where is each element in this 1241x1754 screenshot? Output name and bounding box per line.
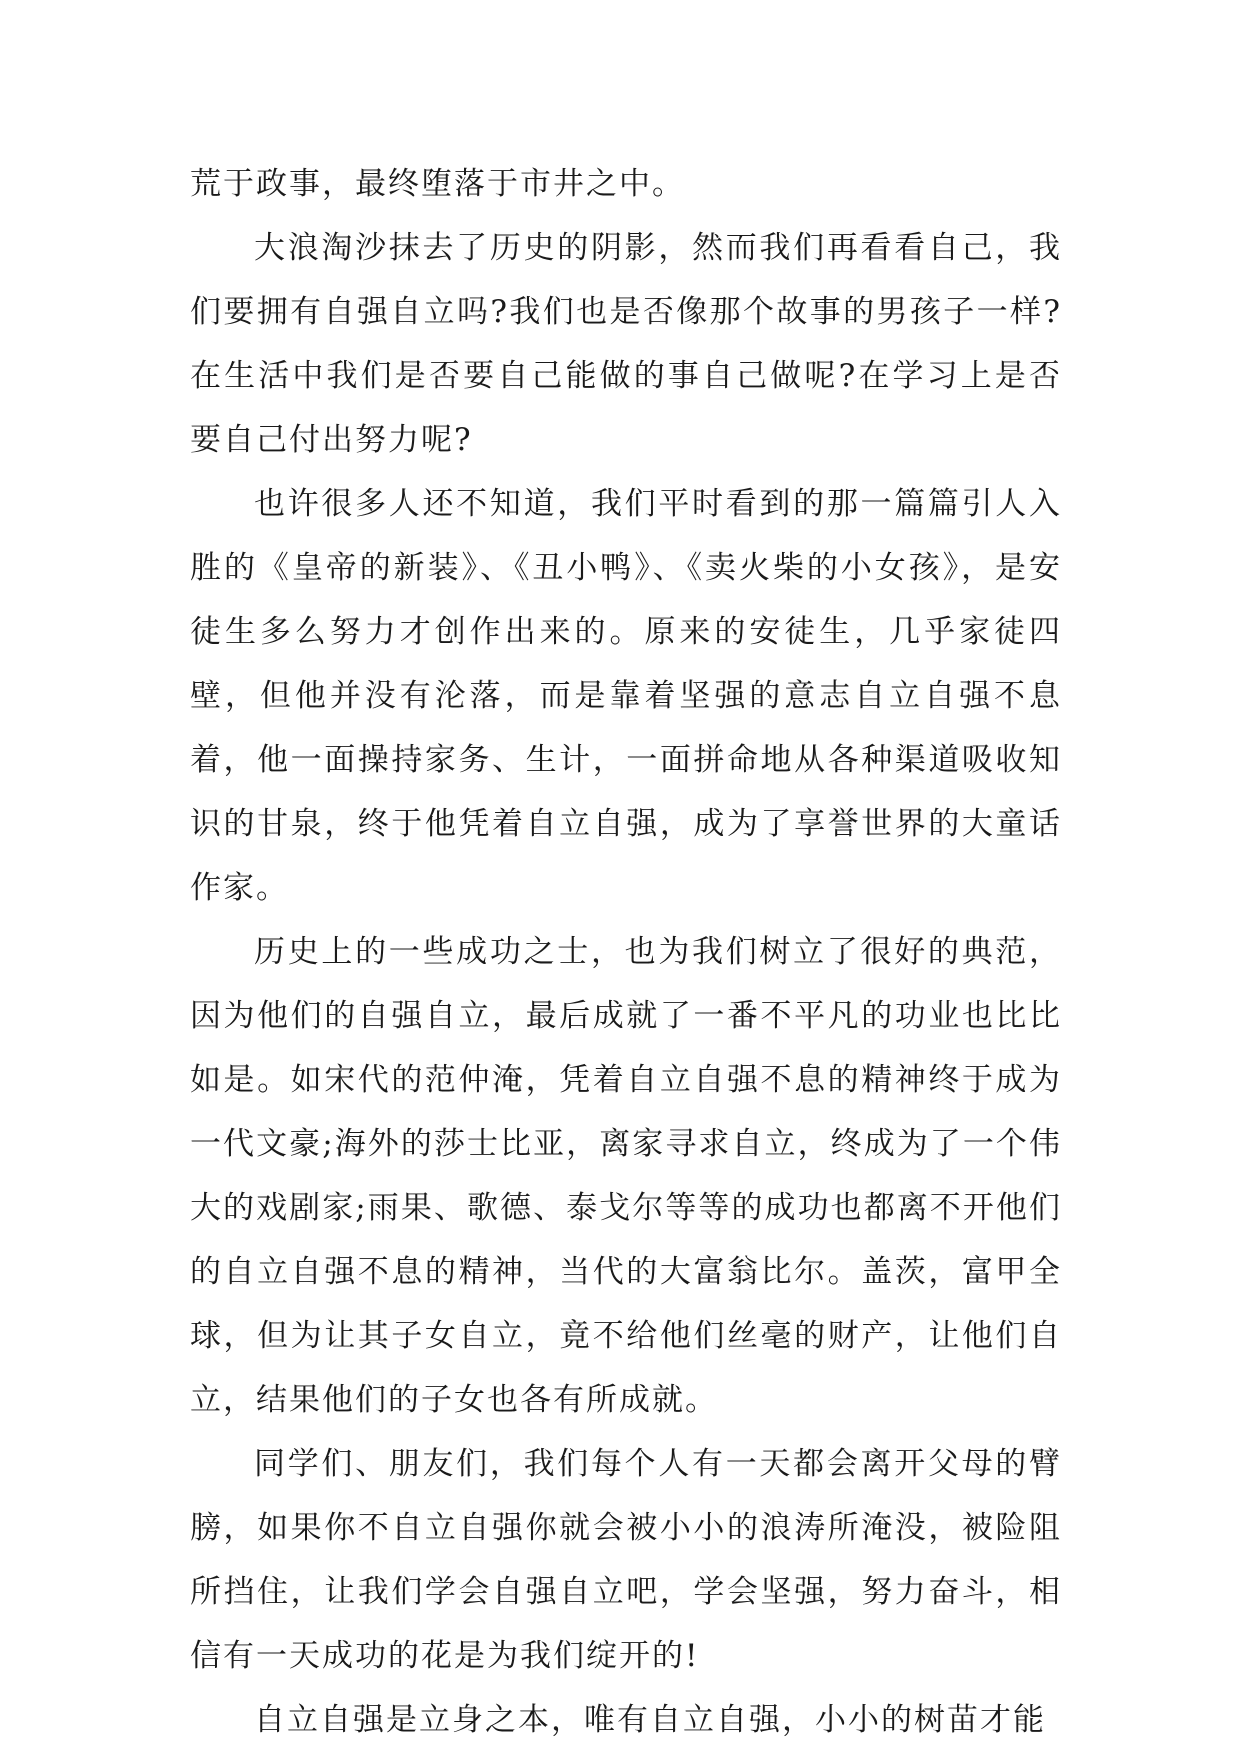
paragraph-call-to-action: 同学们、朋友们，我们每个人有一天都会离开父母的臂膀，如果你不自立自强你就会被小小的浪涛所淹没，被险阻所挡住，让我们学会自强自立吧，学会坚强，努力奋斗，相信有一天成功的花是为我们绽开的! <box>190 1446 1062 1674</box>
paragraph-conclusion: 自立自强是立身之本，唯有自立自强，小小的树苗才能 <box>254 1702 1046 1738</box>
paragraph-continuation: 荒于政事，最终堕落于市井之中。 <box>190 166 685 202</box>
document-page <box>190 152 1062 1752</box>
paragraph-historical-figures: 历史上的一些成功之士，也为我们树立了很好的典范，因为他们的自强自立，最后成就了一番不平凡的功业也比比如是。如宋代的范仲淹，凭着自立自强不息的精神终于成为一代文豪;海外的莎士比亚，离家寻求自立，终成为了一个伟大的戏剧家;雨果、歌德、泰戈尔等等的成功也都离不开他们的自立自强不息的精神，当代的大富翁比尔。盖茨，富甲全球，但为让其子女自立，竟不给他们丝毫的财产，让他们自立，结果他们的子女也各有所成就。 <box>190 934 1062 1418</box>
paragraph-andersen: 也许很多人还不知道，我们平时看到的那一篇篇引人入胜的《皇帝的新装》、《丑小鸭》、《卖火柴的小女孩》，是安徒生多么努力才创作出来的。原来的安徒生，几乎家徒四壁，但他并没有沦落，而是靠着坚强的意志自立自强不息着，他一面操持家务、生计，一面拼命地从各种渠道吸收知识的甘泉，终于他凭着自立自强，成为了享誉世界的大童话作家。 <box>190 486 1062 906</box>
paragraph-self-reflection: 大浪淘沙抹去了历史的阴影，然而我们再看看自己，我们要拥有自强自立吗?我们也是否像那个故事的男孩子一样?在生活中我们是否要自己能做的事自己做呢?在学习上是否要自己付出努力呢? <box>190 230 1062 458</box>
